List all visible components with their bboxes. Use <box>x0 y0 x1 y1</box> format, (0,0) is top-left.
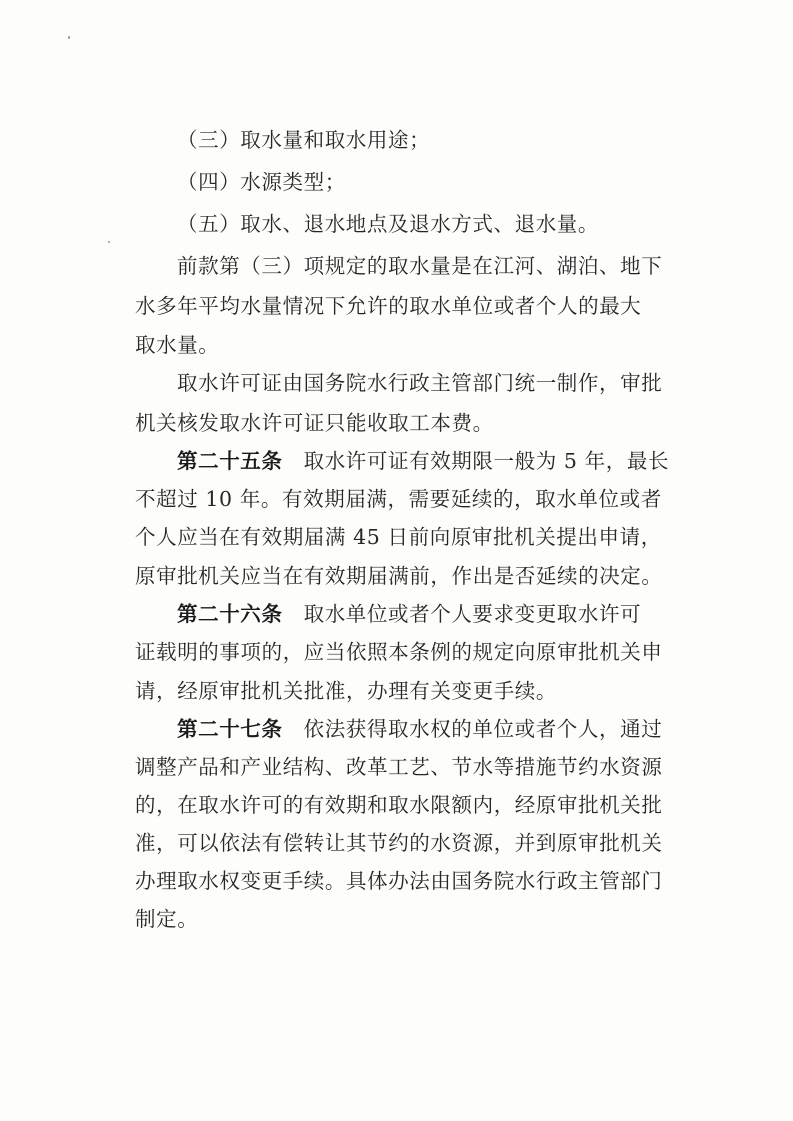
text-line <box>135 326 219 365</box>
text-line <box>135 748 663 787</box>
text-line <box>135 205 599 244</box>
line-text: 准，可以依法有偿转让其节约的水资源，并到原审批机关 <box>135 831 663 855</box>
line-text: 办理取水权变更手续。具体办法由国务院水行政主管部门 <box>135 869 663 893</box>
line-text: 不超过 10 年。有效期届满，需要延续的，取水单位或者 <box>135 487 662 511</box>
text-line <box>135 672 557 711</box>
line-text: 水多年平均水量情况下允许的取水单位或者个人的最大 <box>135 294 642 318</box>
text-line <box>135 633 663 672</box>
text-line <box>135 121 430 160</box>
line-text: 制定。 <box>135 907 199 931</box>
text-line <box>135 710 662 749</box>
text-line <box>135 163 346 202</box>
text-line <box>135 364 662 403</box>
text-line <box>135 862 663 901</box>
line-text: 取水单位或者个人要求变更取水许可 <box>282 602 642 626</box>
line-text: （四）水源类型； <box>177 170 346 194</box>
text-line <box>135 404 494 443</box>
text-line <box>135 900 198 939</box>
text-line <box>135 442 669 481</box>
text-line <box>135 247 662 286</box>
line-text: 取水量。 <box>135 333 220 357</box>
text-line <box>135 287 641 326</box>
line-text: 的，在取水许可的有效期和取水限额内，经原审批机关批 <box>135 793 663 817</box>
text-line <box>135 595 641 634</box>
text-line <box>135 786 663 825</box>
line-text: 前款第（三）项规定的取水量是在江河、湖泊、地下 <box>177 254 663 278</box>
article-number: 第二十六条 <box>177 602 283 626</box>
scan-speck <box>108 241 110 243</box>
line-text: 依法获得取水权的单位或者个人，通过 <box>282 717 663 741</box>
line-text: 机关核发取水许可证只能收取工本费。 <box>135 411 494 435</box>
text-line <box>135 518 662 557</box>
line-text: 个人应当在有效期届满 45 日前向原审批机关提出申请， <box>135 525 662 549</box>
line-text: 原审批机关应当在有效期届满前，作出是否延续的决定。 <box>135 564 663 588</box>
scan-speck <box>68 36 70 39</box>
line-text: 取水许可证由国务院水行政主管部门统一制作，审批 <box>177 371 663 395</box>
article-number: 第二十七条 <box>177 717 283 741</box>
line-text: （三）取水量和取水用途； <box>177 128 431 152</box>
text-line <box>135 824 663 863</box>
line-text: 证载明的事项的，应当依照本条例的规定向原审批机关申 <box>135 640 663 664</box>
text-line <box>135 480 662 519</box>
article-number: 第二十五条 <box>177 449 283 473</box>
line-text: 调整产品和产业结构、改革工艺、节水等措施节约水资源 <box>135 755 663 779</box>
line-text: （五）取水、退水地点及退水方式、退水量。 <box>177 212 599 236</box>
line-text: 请，经原审批机关批准，办理有关变更手续。 <box>135 679 557 703</box>
text-line <box>135 557 663 596</box>
line-text: 取水许可证有效期限一般为 5 年，最长 <box>282 449 670 473</box>
